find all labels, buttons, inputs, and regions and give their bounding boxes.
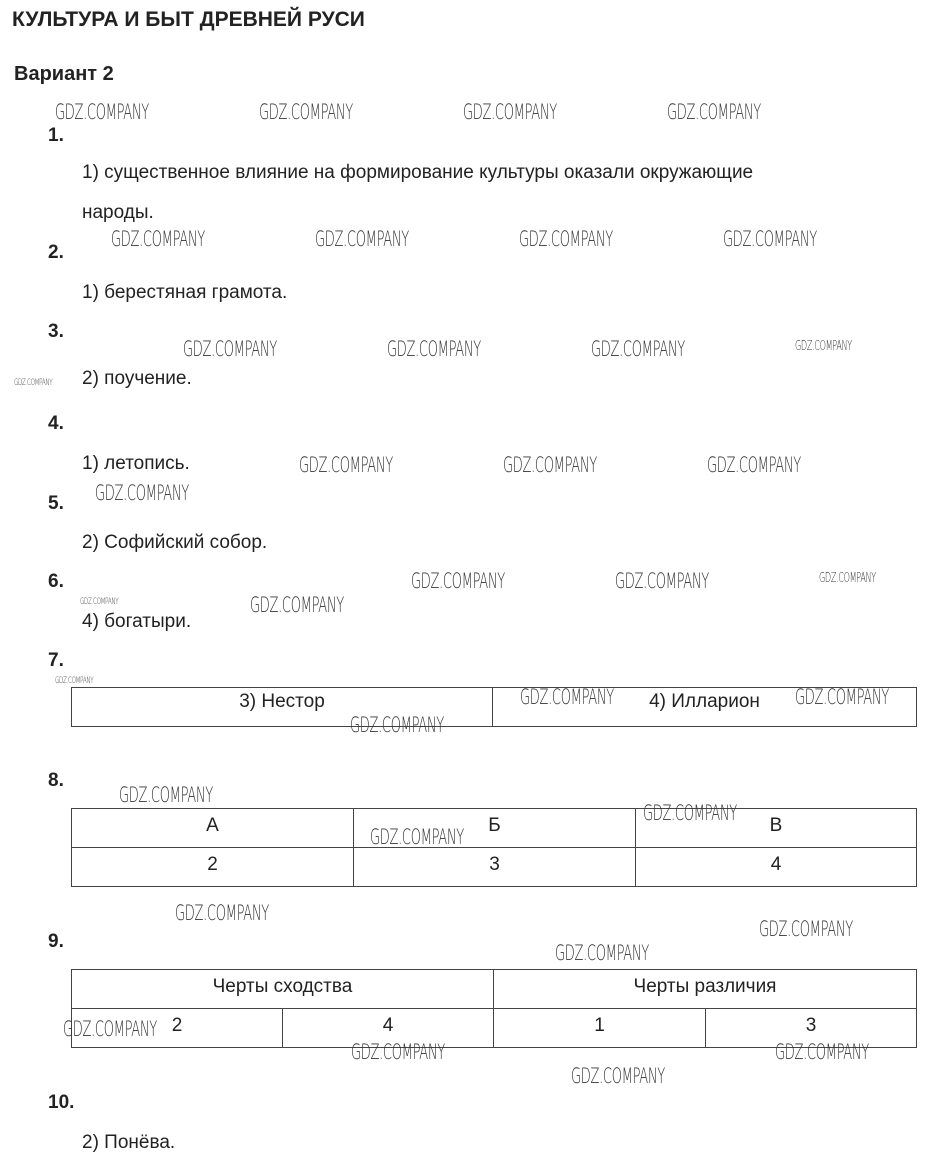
watermark: GDZ.COMPANY bbox=[387, 337, 481, 361]
question-number: 6. bbox=[48, 571, 64, 592]
watermark: GDZ.COMPANY bbox=[14, 378, 53, 388]
answer-text: 2) Понёва. bbox=[82, 1132, 176, 1153]
question-number: 8. bbox=[48, 770, 64, 791]
answer-text: 2) Софийский собор. bbox=[82, 532, 268, 553]
watermark: GDZ.COMPANY bbox=[250, 593, 344, 617]
table-cell: 3 bbox=[354, 848, 636, 887]
watermark: GDZ.COMPANY bbox=[183, 337, 277, 361]
table-cell: 3) Нестор bbox=[72, 688, 493, 727]
watermark: GDZ.COMPANY bbox=[351, 1040, 445, 1064]
watermark: GDZ.COMPANY bbox=[571, 1064, 665, 1088]
watermark: GDZ.COMPANY bbox=[55, 676, 94, 686]
watermark: GDZ.COMPANY bbox=[520, 685, 614, 709]
watermark: GDZ.COMPANY bbox=[795, 339, 852, 354]
answer-text: 2) поучение. bbox=[82, 368, 192, 389]
answer-text: 4) богатыри. bbox=[82, 611, 192, 632]
answer-table-8 bbox=[71, 808, 917, 887]
watermark: GDZ.COMPANY bbox=[707, 453, 801, 477]
question-number: 5. bbox=[48, 493, 64, 514]
watermark: GDZ.COMPANY bbox=[119, 783, 213, 807]
table-cell: 4 bbox=[636, 848, 917, 887]
table-cell: 2 bbox=[72, 1009, 283, 1048]
answer-table-9 bbox=[71, 969, 917, 1048]
watermark: GDZ.COMPANY bbox=[759, 917, 853, 941]
watermark: GDZ.COMPANY bbox=[411, 569, 505, 593]
answer-text: 1) летопись. bbox=[82, 453, 190, 474]
question-number: 9. bbox=[48, 931, 64, 952]
watermark: GDZ.COMPANY bbox=[591, 337, 685, 361]
question-number: 4. bbox=[48, 413, 64, 434]
table-header: В bbox=[636, 809, 917, 848]
table-header: Черты различия bbox=[494, 970, 917, 1009]
watermark: GDZ.COMPANY bbox=[819, 571, 876, 586]
table-header: А bbox=[72, 809, 354, 848]
watermark: GDZ.COMPANY bbox=[615, 569, 709, 593]
watermark: GDZ.COMPANY bbox=[175, 901, 269, 925]
table-cell: 4 bbox=[283, 1009, 494, 1048]
question-number: 2. bbox=[48, 242, 64, 263]
watermark: GDZ.COMPANY bbox=[723, 227, 817, 251]
watermark: GDZ.COMPANY bbox=[111, 227, 205, 251]
answer-text: народы. bbox=[82, 202, 154, 223]
watermark: GDZ.COMPANY bbox=[555, 941, 649, 965]
answer-text: 1) существенное влияние на формирование культуры оказали окружающие bbox=[82, 162, 754, 183]
table-header: Б bbox=[354, 809, 636, 848]
answer-text: 1) берестяная грамота. bbox=[82, 282, 288, 303]
table-header: Черты сходства bbox=[72, 970, 494, 1009]
watermark: GDZ.COMPANY bbox=[503, 453, 597, 477]
watermark: GDZ.COMPANY bbox=[315, 227, 409, 251]
page-title: КУЛЬТУРА И БЫТ ДРЕВНЕЙ РУСИ bbox=[12, 8, 365, 31]
watermark: GDZ.COMPANY bbox=[519, 227, 613, 251]
watermark: GDZ.COMPANY bbox=[95, 481, 189, 505]
watermark: GDZ.COMPANY bbox=[350, 713, 444, 737]
watermark: GDZ.COMPANY bbox=[775, 1040, 869, 1064]
table-cell: 1 bbox=[494, 1009, 706, 1048]
watermark: GDZ.COMPANY bbox=[463, 100, 557, 124]
watermark: GDZ.COMPANY bbox=[259, 100, 353, 124]
question-number: 1. bbox=[48, 125, 64, 146]
table-cell: 2 bbox=[72, 848, 354, 887]
watermark: GDZ.COMPANY bbox=[80, 597, 119, 607]
variant-heading: Вариант 2 bbox=[14, 63, 114, 85]
watermark: GDZ.COMPANY bbox=[55, 100, 149, 124]
question-number: 10. bbox=[48, 1092, 75, 1113]
watermark: GDZ.COMPANY bbox=[795, 685, 889, 709]
watermark: GDZ.COMPANY bbox=[667, 100, 761, 124]
watermark: GDZ.COMPANY bbox=[370, 825, 464, 849]
question-number: 3. bbox=[48, 321, 64, 342]
watermark: GDZ.COMPANY bbox=[299, 453, 393, 477]
answer-table-7 bbox=[71, 687, 917, 727]
table-cell: 3 bbox=[706, 1009, 917, 1048]
watermark: GDZ.COMPANY bbox=[63, 1017, 157, 1041]
watermark: GDZ.COMPANY bbox=[643, 801, 737, 825]
table-cell: 4) Илларион bbox=[493, 688, 917, 727]
question-number: 7. bbox=[48, 650, 64, 671]
